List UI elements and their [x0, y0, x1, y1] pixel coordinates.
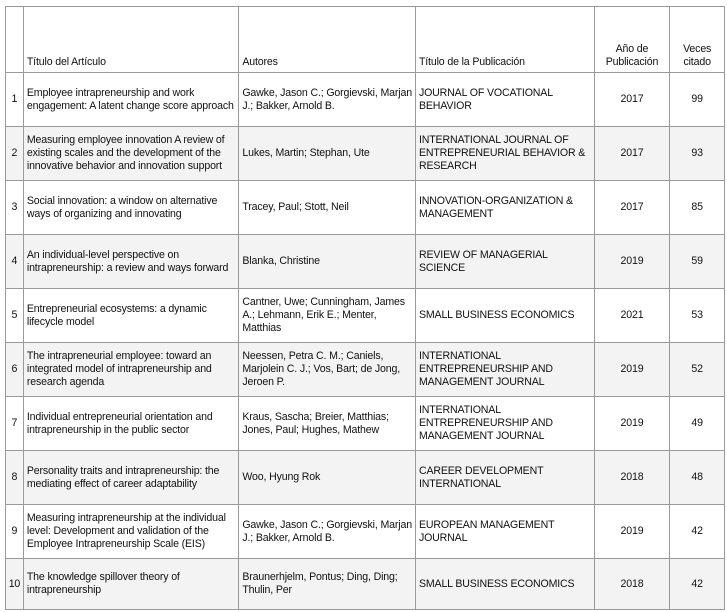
publication-title: EUROPEAN MANAGEMENT JOURNAL [415, 505, 594, 559]
header-row [6, 7, 725, 73]
article-title: Personality traits and intrapreneurship: the mediating effect of career adaptability [23, 451, 238, 505]
times-cited: 48 [670, 451, 725, 505]
article-authors: Gawke, Jason C.; Gorgievski, Marjan J.; Bakker, Arnold B. [239, 505, 416, 559]
table-row [6, 559, 725, 610]
times-cited: 85 [670, 181, 725, 235]
table-row [6, 397, 725, 451]
row-index: 8 [6, 451, 24, 505]
article-title: Measuring intrapreneurship at the individual level: Development and validation of the Employee Intrapreneurship Scale (EIS) [23, 505, 238, 559]
publication-title: SMALL BUSINESS ECONOMICS [415, 559, 594, 610]
publication-title: REVIEW OF MANAGERIAL SCIENCE [415, 235, 594, 289]
publication-title: INTERNATIONAL ENTREPRENEURSHIP AND MANAGEMENT JOURNAL [415, 343, 594, 397]
article-title: Social innovation: a window on alternative ways of organizing and innovating [23, 181, 238, 235]
row-index: 2 [6, 127, 24, 181]
table-header [6, 7, 725, 73]
article-authors: Braunerhjelm, Pontus; Ding, Ding; Thulin, Per [239, 559, 416, 610]
table-row [6, 289, 725, 343]
article-title: Employee intrapreneurship and work engagement: A latent change score approach [23, 73, 238, 127]
times-cited: 93 [670, 127, 725, 181]
header-title: Título del Artículo [23, 7, 238, 73]
row-index: 9 [6, 505, 24, 559]
publication-year: 2019 [594, 397, 670, 451]
row-index: 1 [6, 73, 24, 127]
article-title: Measuring employee innovation A review of existing scales and the development of the innovative behavior and innovation support [23, 127, 238, 181]
article-authors: Neessen, Petra C. M.; Caniels, Marjolein C. J.; Vos, Bart; de Jong, Jeroen P. [239, 343, 416, 397]
table-row [6, 127, 725, 181]
article-title: An individual-level perspective on intrapreneurship: a review and ways forward [23, 235, 238, 289]
row-index: 10 [6, 559, 24, 610]
times-cited: 42 [670, 559, 725, 610]
publication-year: 2019 [594, 505, 670, 559]
article-title: The intrapreneurial employee: toward an integrated model of intrapreneurship and research agenda [23, 343, 238, 397]
publication-title: INTERNATIONAL JOURNAL OF ENTREPRENEURIAL BEHAVIOR & RESEARCH [415, 127, 594, 181]
article-authors: Cantner, Uwe; Cunningham, James A.; Lehmann, Erik E.; Menter, Matthias [239, 289, 416, 343]
publication-year: 2019 [594, 235, 670, 289]
article-title: The knowledge spillover theory of intrapreneurship [23, 559, 238, 610]
article-authors: Gawke, Jason C.; Gorgievski, Marjan J.; Bakker, Arnold B. [239, 73, 416, 127]
table-row [6, 451, 725, 505]
times-cited: 59 [670, 235, 725, 289]
publication-title: CAREER DEVELOPMENT INTERNATIONAL [415, 451, 594, 505]
publication-year: 2019 [594, 343, 670, 397]
table-body [6, 73, 725, 610]
times-cited: 53 [670, 289, 725, 343]
publication-year: 2017 [594, 127, 670, 181]
times-cited: 52 [670, 343, 725, 397]
publication-title: INNOVATION-ORGANIZATION & MANAGEMENT [415, 181, 594, 235]
table-row [6, 235, 725, 289]
times-cited: 42 [670, 505, 725, 559]
table-row [6, 73, 725, 127]
publication-title: SMALL BUSINESS ECONOMICS [415, 289, 594, 343]
publication-year: 2018 [594, 559, 670, 610]
table-row [6, 505, 725, 559]
publication-year: 2017 [594, 181, 670, 235]
publication-year: 2018 [594, 451, 670, 505]
article-authors: Kraus, Sascha; Breier, Matthias; Jones, Paul; Hughes, Mathew [239, 397, 416, 451]
article-title: Entrepreneurial ecosystems: a dynamic lifecycle model [23, 289, 238, 343]
row-index: 7 [6, 397, 24, 451]
article-authors: Blanka, Christine [239, 235, 416, 289]
header-authors: Autores [239, 7, 416, 73]
articles-table [5, 6, 725, 610]
articles-table-container [5, 6, 725, 610]
publication-year: 2017 [594, 73, 670, 127]
article-authors: Woo, Hyung Rok [239, 451, 416, 505]
article-title: Individual entrepreneurial orientation and intrapreneurship in the public sector [23, 397, 238, 451]
row-index: 5 [6, 289, 24, 343]
header-publication: Título de la Publicación [415, 7, 594, 73]
article-authors: Lukes, Martin; Stephan, Ute [239, 127, 416, 181]
row-index: 4 [6, 235, 24, 289]
header-index [6, 7, 24, 73]
article-authors: Tracey, Paul; Stott, Neil [239, 181, 416, 235]
table-row [6, 181, 725, 235]
publication-title: INTERNATIONAL ENTREPRENEURSHIP AND MANAGEMENT JOURNAL [415, 397, 594, 451]
header-cited: Veces citado [670, 7, 725, 73]
row-index: 3 [6, 181, 24, 235]
publication-year: 2021 [594, 289, 670, 343]
times-cited: 99 [670, 73, 725, 127]
times-cited: 49 [670, 397, 725, 451]
publication-title: JOURNAL OF VOCATIONAL BEHAVIOR [415, 73, 594, 127]
table-row [6, 343, 725, 397]
header-year: Año de Publicación [594, 7, 670, 73]
row-index: 6 [6, 343, 24, 397]
